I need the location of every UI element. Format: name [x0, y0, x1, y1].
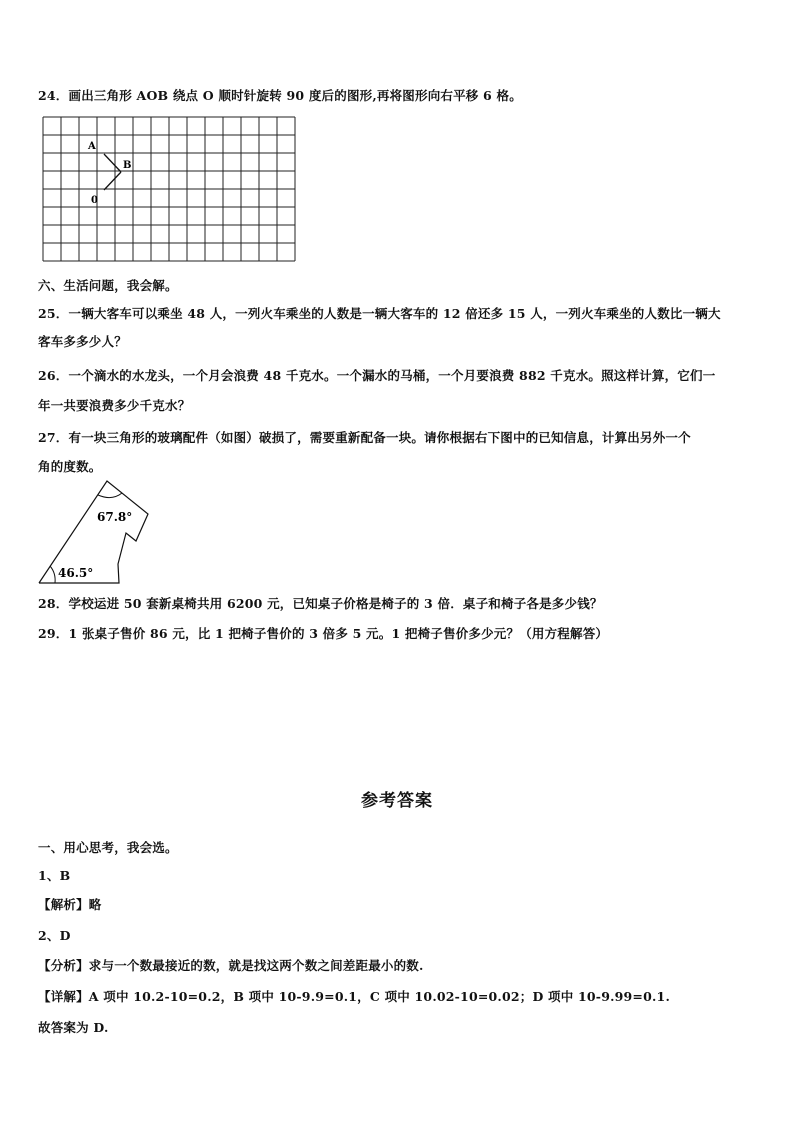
question-27-line-1: 27．有一块三角形的玻璃配件（如图）破损了，需要重新配备一块。请你根据右下图中的已知信息，计算出另外一个: [38, 430, 691, 445]
broken-glass-triangle-figure: [36, 476, 160, 586]
question-25-line-1: 25．一辆大客车可以乘坐 48 人，一列火车乘坐的人数是一辆大客车的 12 倍还多 15 人，一列火车乘坐的人数比一辆大: [38, 306, 721, 321]
top-angle-label: 67.8°: [97, 510, 133, 524]
answer-section-title: 参考答案: [361, 791, 433, 811]
answer-1: 1、B: [38, 868, 71, 883]
question-26-line-1: 26．一个滴水的水龙头，一个月会浪费 48 千克水。一个漏水的马桶，一个月要浪费 882 千克水。照这样计算，它们一: [38, 368, 716, 383]
answer-section-1-heading: 一、用心思考，我会选。: [38, 840, 178, 855]
answer-2-detail: 【详解】A 项中 10.2-10=0.2，B 项中 10-9.9=0.1，C 项中 10.02-10=0.02；D 项中 10-9.99=0.1.: [38, 989, 671, 1004]
top-angle-arc: [98, 493, 122, 498]
question-24: 24．画出三角形 AOB 绕点 O 顺时针旋转 90 度后的图形,再将图形向右平移 6 格。: [38, 88, 522, 103]
question-28: 28．学校运进 50 套新桌椅共用 6200 元，已知桌子价格是椅子的 3 倍．桌子和椅子各是多少钱？: [38, 596, 603, 611]
answer-2: 2、D: [38, 928, 71, 943]
broken-triangle-outline: [39, 481, 148, 583]
answer-1-analysis: 【解析】略: [38, 897, 102, 912]
section-6-heading: 六、生活问题，我会解。: [38, 278, 178, 293]
label-a: A: [88, 141, 96, 152]
left-angle-label: 46.5°: [58, 566, 94, 580]
question-27-line-2: 角的度数。: [38, 459, 102, 474]
answer-2-analysis: 【分析】求与一个数最接近的数，就是找这两个数之间差距最小的数.: [38, 958, 424, 973]
answer-2-conclusion: 故答案为 D.: [38, 1020, 109, 1035]
segment-bo: [104, 172, 121, 190]
label-b: B: [123, 160, 132, 171]
question-29: 29．1 张桌子售价 86 元，比 1 把椅子售价的 3 倍多 5 元。1 把椅子售价多少元？（用方程解答）: [38, 626, 609, 641]
question-26-line-2: 年一共要浪费多少千克水？: [38, 398, 191, 413]
left-angle-arc: [50, 566, 55, 583]
label-o: 0: [91, 195, 98, 206]
segment-ab: [104, 154, 121, 172]
question-25-line-2: 客车多多少人？: [38, 334, 127, 349]
rotation-grid-figure: [42, 116, 298, 264]
